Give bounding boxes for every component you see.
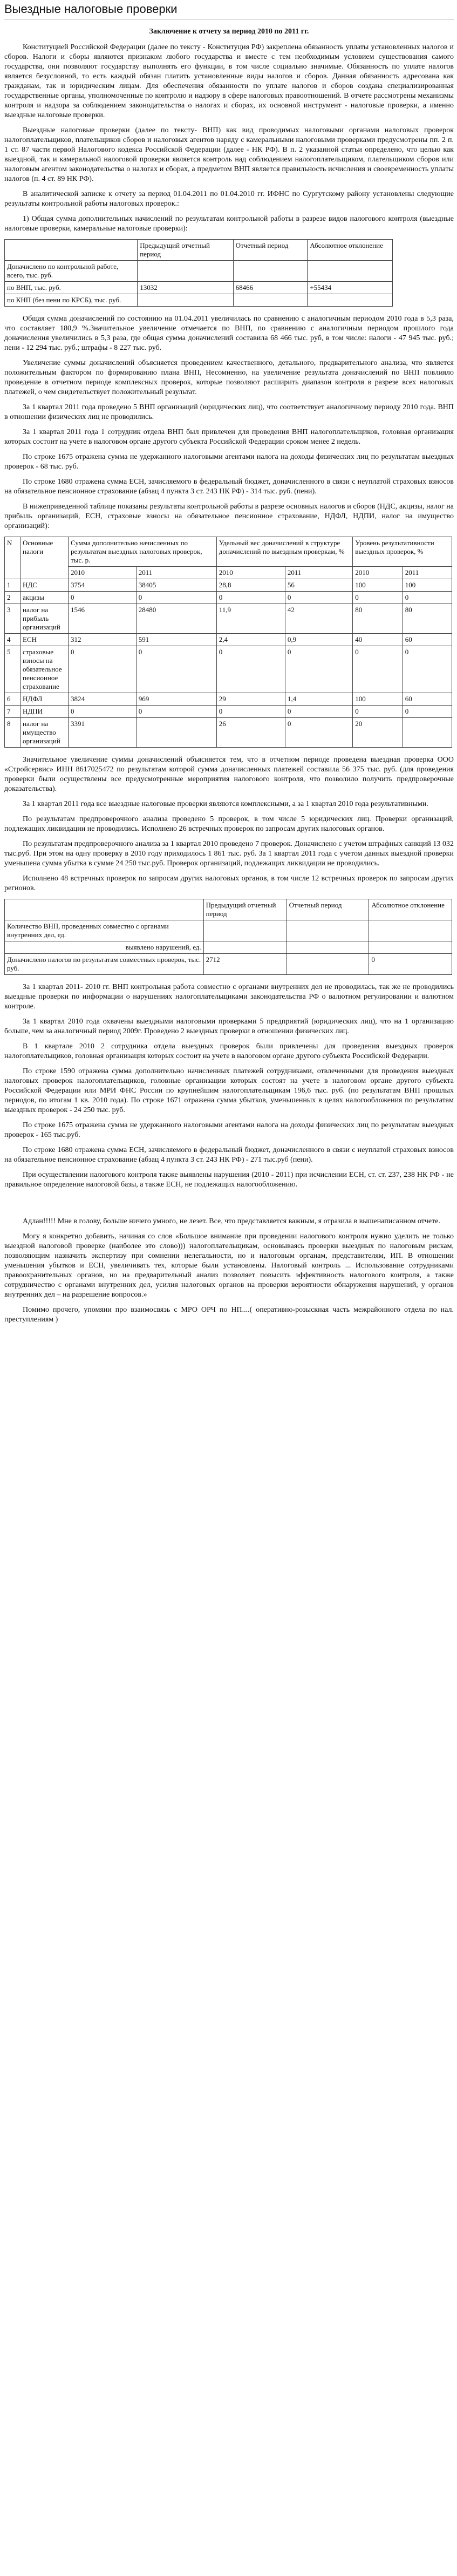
table-cell: 7 — [5, 706, 21, 718]
table-row — [5, 579, 452, 592]
table-cell — [233, 294, 308, 307]
table-header-cell: Предыдущий отчетный период — [138, 240, 233, 261]
table-cell: 38405 — [136, 579, 216, 592]
body-paragraph: В нижеприведенной таблице показаны результаты контрольной работы в разрезе основных налогов и сборов (НДС, акцизы, налог на прибыль организаций, ЕСН, страховые взносы на обязательное пенсионное страхование, НДФЛ, НДПИ, налог на имущество организаций): — [4, 503, 454, 530]
table-cell: 13032 — [138, 282, 233, 294]
table-header-row — [5, 899, 452, 920]
table-main-taxes — [4, 537, 452, 748]
table-row — [5, 646, 452, 693]
table-cell — [203, 941, 287, 954]
table-cell: 60 — [403, 693, 452, 706]
table-joint-audits — [4, 899, 452, 975]
table-cell: 28,8 — [216, 579, 285, 592]
table-cell: налог на имущество организаций — [21, 718, 69, 748]
table-cell: 11,9 — [216, 604, 285, 634]
table-cell: 0 — [403, 706, 452, 718]
table-header-cell: Отчетный период — [233, 240, 308, 261]
table-cell: 3391 — [69, 718, 137, 748]
table-cell: ЕСН — [21, 634, 69, 646]
table-cell: 2712 — [203, 954, 287, 975]
table-cell: по ВНП, тыс. руб. — [5, 282, 138, 294]
table-cell: Количество ВНП, проведенных совместно с органами внутренних дел, ед. — [5, 920, 204, 941]
closing-paragraph: Адлан!!!!! Мне в голову, больше ничего умного, не лезет. Все, что представляется важным, я отразила в вышенаписанном отчете. — [23, 1217, 440, 1225]
table-cell: 969 — [136, 693, 216, 706]
intro-paragraph: Конституцией Российской Федерации (далее по тексту - Конституция РФ) закреплена обязанность уплаты установленных налогов и сборов. Налоги и сборы являются признаком любого государства и вместе с тем необходимым условием существования самого государства, они позволяют государству выполнять его функции, в том числе социально значимые. Обязанность по уплате налогов является безусловной, то есть каждый обязан платить установленные виды налогов и сборов. Данная обязанность адресована как гражданам, так и юридическим лицам. Для обеспечения обязанности по уплате налогов и сборов создана специализированная государственные органы, уполномоченные по контролю и надзору в сфере налоговых правоотношений. В отчете рассмотрены механизмы контроля и надзора за соблюдением законодательства о налогах и сборах, их основной инструмент - налоговые проверки, а именно выездные налоговые проверки. — [4, 43, 454, 119]
table-cell: Доначислено по контрольной работе, всего, тыс. руб. — [5, 261, 138, 282]
table-cell — [308, 294, 393, 307]
table-cell: 0 — [369, 954, 452, 975]
table-cell: 0 — [353, 706, 403, 718]
table-cell: 100 — [353, 693, 403, 706]
table-cell: +55434 — [308, 282, 393, 294]
table-cell: 0 — [136, 706, 216, 718]
body-paragraph: По строке 1590 отражена сумма дополнительно начисленных платежей сотрудниками, отвлеченными для проведения выездных налоговых проверок налогоплательщиков, головные организации которых состоят на учете в налоговом органе другого субъекта Российской Федерации или МРИ ФНС России по крупнейшим налогоплательщикам 196,6 тыс. руб. (по результатам ВНП прошлых периодов, по итогам 1 кв. 2010 года). По строке 1671 отражена сумма убытков, уменьшенных в целях налогообложения по результатам выездных проверок - 24 250 тыс. руб. — [4, 1067, 454, 1114]
table-cell: 80 — [353, 604, 403, 634]
table-cell: 20 — [353, 718, 403, 748]
table-cell: 0 — [69, 706, 137, 718]
body-paragraph: По строке 1675 отражена сумма не удержанного налоговыми агентами налога на доходы физических лиц по результатам выездных проверок - 68 тыс. руб. — [4, 453, 454, 471]
body-paragraph: Общая сумма доначислений по состоянию на 01.04.2011 увеличилась по сравнению с аналогичным периодом 2010 года в 5,3 раза, что составляет 180,9 %.Значительное увеличение отмечается по ВНП, по сравнению с аналогичным периодом прошлого года доначисления увеличились в 5,3 раза, где общая сумма доначислений составила 68 466 тыс. руб, в том числе: налоги - 47 945 тыс. руб.; пени - 12 294 тыс. руб.; штрафы - 8 227 тыс. руб. — [4, 315, 454, 352]
table-row — [5, 592, 452, 604]
table-cell: 591 — [136, 634, 216, 646]
table-cell: 1,4 — [285, 693, 352, 706]
table-cell: 6 — [5, 693, 21, 706]
table-cell: по КНП (без пени по КРСБ), тыс. руб. — [5, 294, 138, 307]
closing-paragraph: Помимо прочего, упомяни про взаимосвязь с МРО ОРЧ по НП....( оперативно-розыскная часть межрайонного отдела по нал. преступлениям ) — [4, 1306, 454, 1324]
table-cell: 2 — [5, 592, 21, 604]
table-cell: 312 — [69, 634, 137, 646]
table-header-cell: 2010 — [353, 567, 403, 579]
table-cell: 0 — [136, 592, 216, 604]
table-header-row — [5, 537, 452, 567]
table-cell: 0 — [136, 646, 216, 693]
table-row — [5, 718, 452, 748]
table-cell: НДС — [21, 579, 69, 592]
report-subtitle: Заключение к отчету за период 2010 по 2011 гг. — [149, 28, 309, 36]
table-header-cell: Удельный вес доначислений в структуре доначислений по выездным проверкам, % — [216, 537, 353, 567]
table-header-cell — [5, 899, 204, 920]
page-title: Выездные налоговые проверки — [4, 0, 454, 20]
table-row — [5, 604, 452, 634]
table-cell: 0 — [285, 592, 352, 604]
table-header-cell — [5, 240, 138, 261]
table-cell — [369, 941, 452, 954]
table-row — [5, 941, 452, 954]
table-cell — [308, 261, 393, 282]
table-row — [5, 294, 393, 307]
table-cell: 5 — [5, 646, 21, 693]
table-cell: 8 — [5, 718, 21, 748]
table-cell: 60 — [403, 634, 452, 646]
table-cell: 0 — [353, 592, 403, 604]
table-header-row — [5, 240, 393, 261]
table-cell — [403, 718, 452, 748]
table-cell: 56 — [285, 579, 352, 592]
table-row — [5, 920, 452, 941]
body-paragraph: По строке 1680 отражена сумма ЕСН, зачисляемого в федеральный бюджет, доначисленного в связи с неуплатой страховых взносов на обязательное пенсионное страхование (абзац 4 пункта 3 ст. 243 НК РФ) - 271 тыс.руб (пени). — [4, 1146, 454, 1164]
body-paragraph: За 1 квартал 2011 года 1 сотрудник отдела ВНП был привлечен для проведения ВНП налогоплательщиков, головная организация которых состоит на учете в налоговом органе другого субъекта Российской Федерации сроком менее 2 недель. — [4, 428, 454, 446]
table-additional-charges — [4, 239, 393, 307]
table-cell — [369, 920, 452, 941]
body-paragraph: Значительное увеличение суммы доначислений объясняется тем, что в отчетном периоде проведена выездная проверка ООО «Стройсервис» ИНН 8617025472 по результатам которой сумма доначисленных платежей составила 56 375 тыс. руб. (для проведения проверки были осуществлены все предусмотренные мероприятия налогового контроля, что позволило получить предпроверочные доказательства). — [4, 756, 454, 793]
table-cell: Доначислено налогов по результатам совместных проверок, тыс. руб. — [5, 954, 204, 975]
table-cell: 0 — [403, 592, 452, 604]
table-header-cell: Предыдущий отчетный период — [203, 899, 287, 920]
table-cell: 3754 — [69, 579, 137, 592]
table-header-cell: Сумма дополнительно начисленных по результатам выездных налоговых проверок, тыс. р. — [69, 537, 217, 567]
body-paragraph: Увеличение суммы доначислений объясняется проведением качественного, детального, предварительного анализа, что является положительным фактором по формированию плана ВНП, Несомненно, на увеличение результата доначислений по ВНП повлияло проведение в отчетном периоде комплексных проверок, которые позволяют расширить диапазон контроля в разрезе всех налоговых платежей, о чем свидетельствует положительный результат. — [4, 359, 454, 396]
table-header-cell: Отчетный период — [287, 899, 369, 920]
table-cell: НДПИ — [21, 706, 69, 718]
table-header-cell: 2011 — [136, 567, 216, 579]
body-paragraph: В 1 квартале 2010 2 сотрудника отдела выездных проверок были привлечены для проведения выездных проверок налогоплательщиков, головная организация которых состоит на учете в налоговом органе другого субъекта Российской Федерации. — [4, 1042, 454, 1060]
body-paragraph: По строке 1675 отражена сумма не удержанного налоговыми агентами налога на доходы физических лиц по результатам выездных проверок - 165 тыс.руб. — [4, 1121, 454, 1139]
table-cell: НДФЛ — [21, 693, 69, 706]
table-cell: 1546 — [69, 604, 137, 634]
table-cell: 3 — [5, 604, 21, 634]
table-cell: страховые взносы на обязательное пенсионное страхование — [21, 646, 69, 693]
table-cell: 4 — [5, 634, 21, 646]
table-cell — [287, 920, 369, 941]
table-cell: 29 — [216, 693, 285, 706]
table-cell — [138, 261, 233, 282]
table-header-cell: 2011 — [403, 567, 452, 579]
body-paragraph: По строке 1680 отражена сумма ЕСН, зачисляемого в федеральный бюджет, доначисленного в связи с неуплатой страховых взносов на обязательное пенсионное страхование (абзац 4 пункта 3 ст. 243 НК РФ) - 314 тыс. руб. (пени). — [4, 478, 454, 496]
table-row — [5, 954, 452, 975]
table-row — [5, 282, 393, 294]
table-row — [5, 706, 452, 718]
table-cell: 40 — [353, 634, 403, 646]
table-header-cell: 2010 — [216, 567, 285, 579]
table-header-cell: Уровень результативности выездных проверок, % — [353, 537, 452, 567]
table-cell: 0 — [69, 646, 137, 693]
table-cell: 3824 — [69, 693, 137, 706]
table-row — [5, 693, 452, 706]
table-cell: 68466 — [233, 282, 308, 294]
table-cell: 0 — [353, 646, 403, 693]
table-cell — [233, 261, 308, 282]
body-paragraph: За 1 квартал 2011- 2010 гг. ВНП контрольная работа совместно с органами внутренних дел не проводилась, так же не проводились выездные проверки по информации о нарушениях налогоплательщиками законодательства РФ о валютном регулировании и валютном контроле. — [4, 983, 454, 1011]
table-cell: акцизы — [21, 592, 69, 604]
table-cell: 1 — [5, 579, 21, 592]
table-header-cell: 2011 — [285, 567, 352, 579]
table-cell: 28480 — [136, 604, 216, 634]
body-paragraph: Исполнено 48 встречных проверок по запросам других налоговых органов, в том числе 12 встречных проверок по запросам других регионов. — [4, 875, 454, 892]
table-cell: 80 — [403, 604, 452, 634]
table-cell: 0 — [285, 706, 352, 718]
body-paragraph: За 1 квартал 2011 года проведено 5 ВНП организаций (юридических лиц), что соответствует аналогичному периоду 2010 года. ВНП в отношении физических лиц не проводились. — [4, 403, 454, 421]
table-cell: 0,9 — [285, 634, 352, 646]
table-header-row — [5, 567, 452, 579]
table-cell — [136, 718, 216, 748]
table-header-cell: Абсолютное отклонение — [308, 240, 393, 261]
table-cell: 2,4 — [216, 634, 285, 646]
closing-paragraph: Могу я конкретно добавить, начиная со слов «Большое внимание при проведении налогового контроля нужно уделить не только выездной налоговой проверке (наиболее это слово))) налогоплательщикам, основываясь проверки выездных по налоговым рискам, позволяющим назначить экспертизу при сомнении нелегальности, но и налоговым органам, представителям, ИП. В отношении уменьшения убытков и ЕСН, увеличивать тех, которые были установлены. Налоговый контроль ... Использование сотрудниками правоохранительных органов, но на предварительный анализ позволяет повысить эффективность налогового контроля, а также сотрудничество с органами внутренних дел, усилия налоговых органов на проверки вероятности обнаружения нарушений, у органов внутренних дел – на разрешение вопросов.» — [4, 1232, 454, 1299]
table-cell: 0 — [216, 592, 285, 604]
table-header-cell: 2010 — [69, 567, 137, 579]
table-cell: выявлено нарушений, ед. — [5, 941, 204, 954]
body-paragraph: При осуществлении налогового контроля также выявлены нарушения (2010 - 2011) при исчислении ЕСН, ст. ст. 237, 238 НК РФ - не правильное определение налоговой базы, а также ЕСН, не подлежащих налогообложению. — [4, 1171, 454, 1189]
table-header-cell: Абсолютное отклонение — [369, 899, 452, 920]
table-cell: 0 — [285, 718, 352, 748]
table-cell: 0 — [69, 592, 137, 604]
table-cell: 100 — [353, 579, 403, 592]
table-cell — [203, 920, 287, 941]
table-row — [5, 634, 452, 646]
table-row — [5, 261, 393, 282]
table-cell: 0 — [403, 646, 452, 693]
body-paragraph: По результатам предпроверочного анализа за 1 квартал 2010 проведено 7 проверок. Доначислено с учетом штрафных санкций 13 032 тыс.руб. При этом на одну проверку в 2010 году приходилось 1 861 тыс. руб. За 1 квартал 2011 года с учетом данных выездной проверки уменьшена сумма убытка в сумме 24 250 тыс.руб. Проверок организаций, подлежащих ликвидации не проводились. — [4, 840, 454, 867]
body-paragraph: За 1 квартал 2011 года все выездные налоговые проверки являются комплексными, а за 1 квартал 2010 года результативными. — [23, 800, 428, 808]
body-paragraph: По результатам предпроверочного анализа проведено 5 проверок, в том числе 5 юридических лиц. Проверки организаций, подлежащих ликвидации не проводились. Исполнено 26 встречных проверок по запросам других налоговых органов. — [4, 815, 454, 833]
table-cell — [287, 941, 369, 954]
table-cell — [287, 954, 369, 975]
table-header-cell: N — [5, 537, 21, 579]
table-cell: 42 — [285, 604, 352, 634]
table-cell: 0 — [216, 646, 285, 693]
table-cell: 0 — [285, 646, 352, 693]
table-cell — [138, 294, 233, 307]
table-cell: 0 — [216, 706, 285, 718]
section1-title: 1) Общая сумма дополнительных начислений по результатам контрольной работы в разрезе видов налогового контроля (выездные налоговые проверки, камеральные налоговые проверки): — [4, 215, 454, 233]
table-cell: налог на прибыль организаций — [21, 604, 69, 634]
table-cell: 100 — [403, 579, 452, 592]
body-paragraph: За 1 квартал 2010 года охвачены выездными налоговыми проверками 5 предприятий (юридических лиц), что на 1 организацию больше, чем за аналогичный период 2009г. Проведено 2 выездных проверки в отношении физических лиц. — [4, 1018, 454, 1035]
intro-paragraph: Выездные налоговые проверки (далее по тексту- ВНП) как вид проводимых налоговыми органами налоговых проверок налогоплательщиков, плательщиков сборов и налоговых агентов наряду с камеральными налоговыми проверками предусмотрены пп. 2 п. 1 ст. 87 части первой Налогового кодекса Российской Федерации (далее - НК РФ). В п. 2 указанной статьи определено, что целью как выездной, так и камеральной налоговой проверки является контроль над соблюдением налогоплательщиком, плательщиком сборов или налоговым агентом законодательства о налогах и сборах, а предметом ВНП является правильность исчисления и своевременность уплаты налогов (п. 4 ст. 89 НК РФ). — [4, 126, 454, 183]
table-header-cell: Основные налоги — [21, 537, 69, 579]
intro-paragraph: В аналитической записке к отчету за период 01.04.2011 по 01.04.2010 гг. ИФНС по Сургутскому району установлены следующие результаты контрольной работы налоговых проверок.: — [4, 190, 454, 208]
table-cell: 26 — [216, 718, 285, 748]
